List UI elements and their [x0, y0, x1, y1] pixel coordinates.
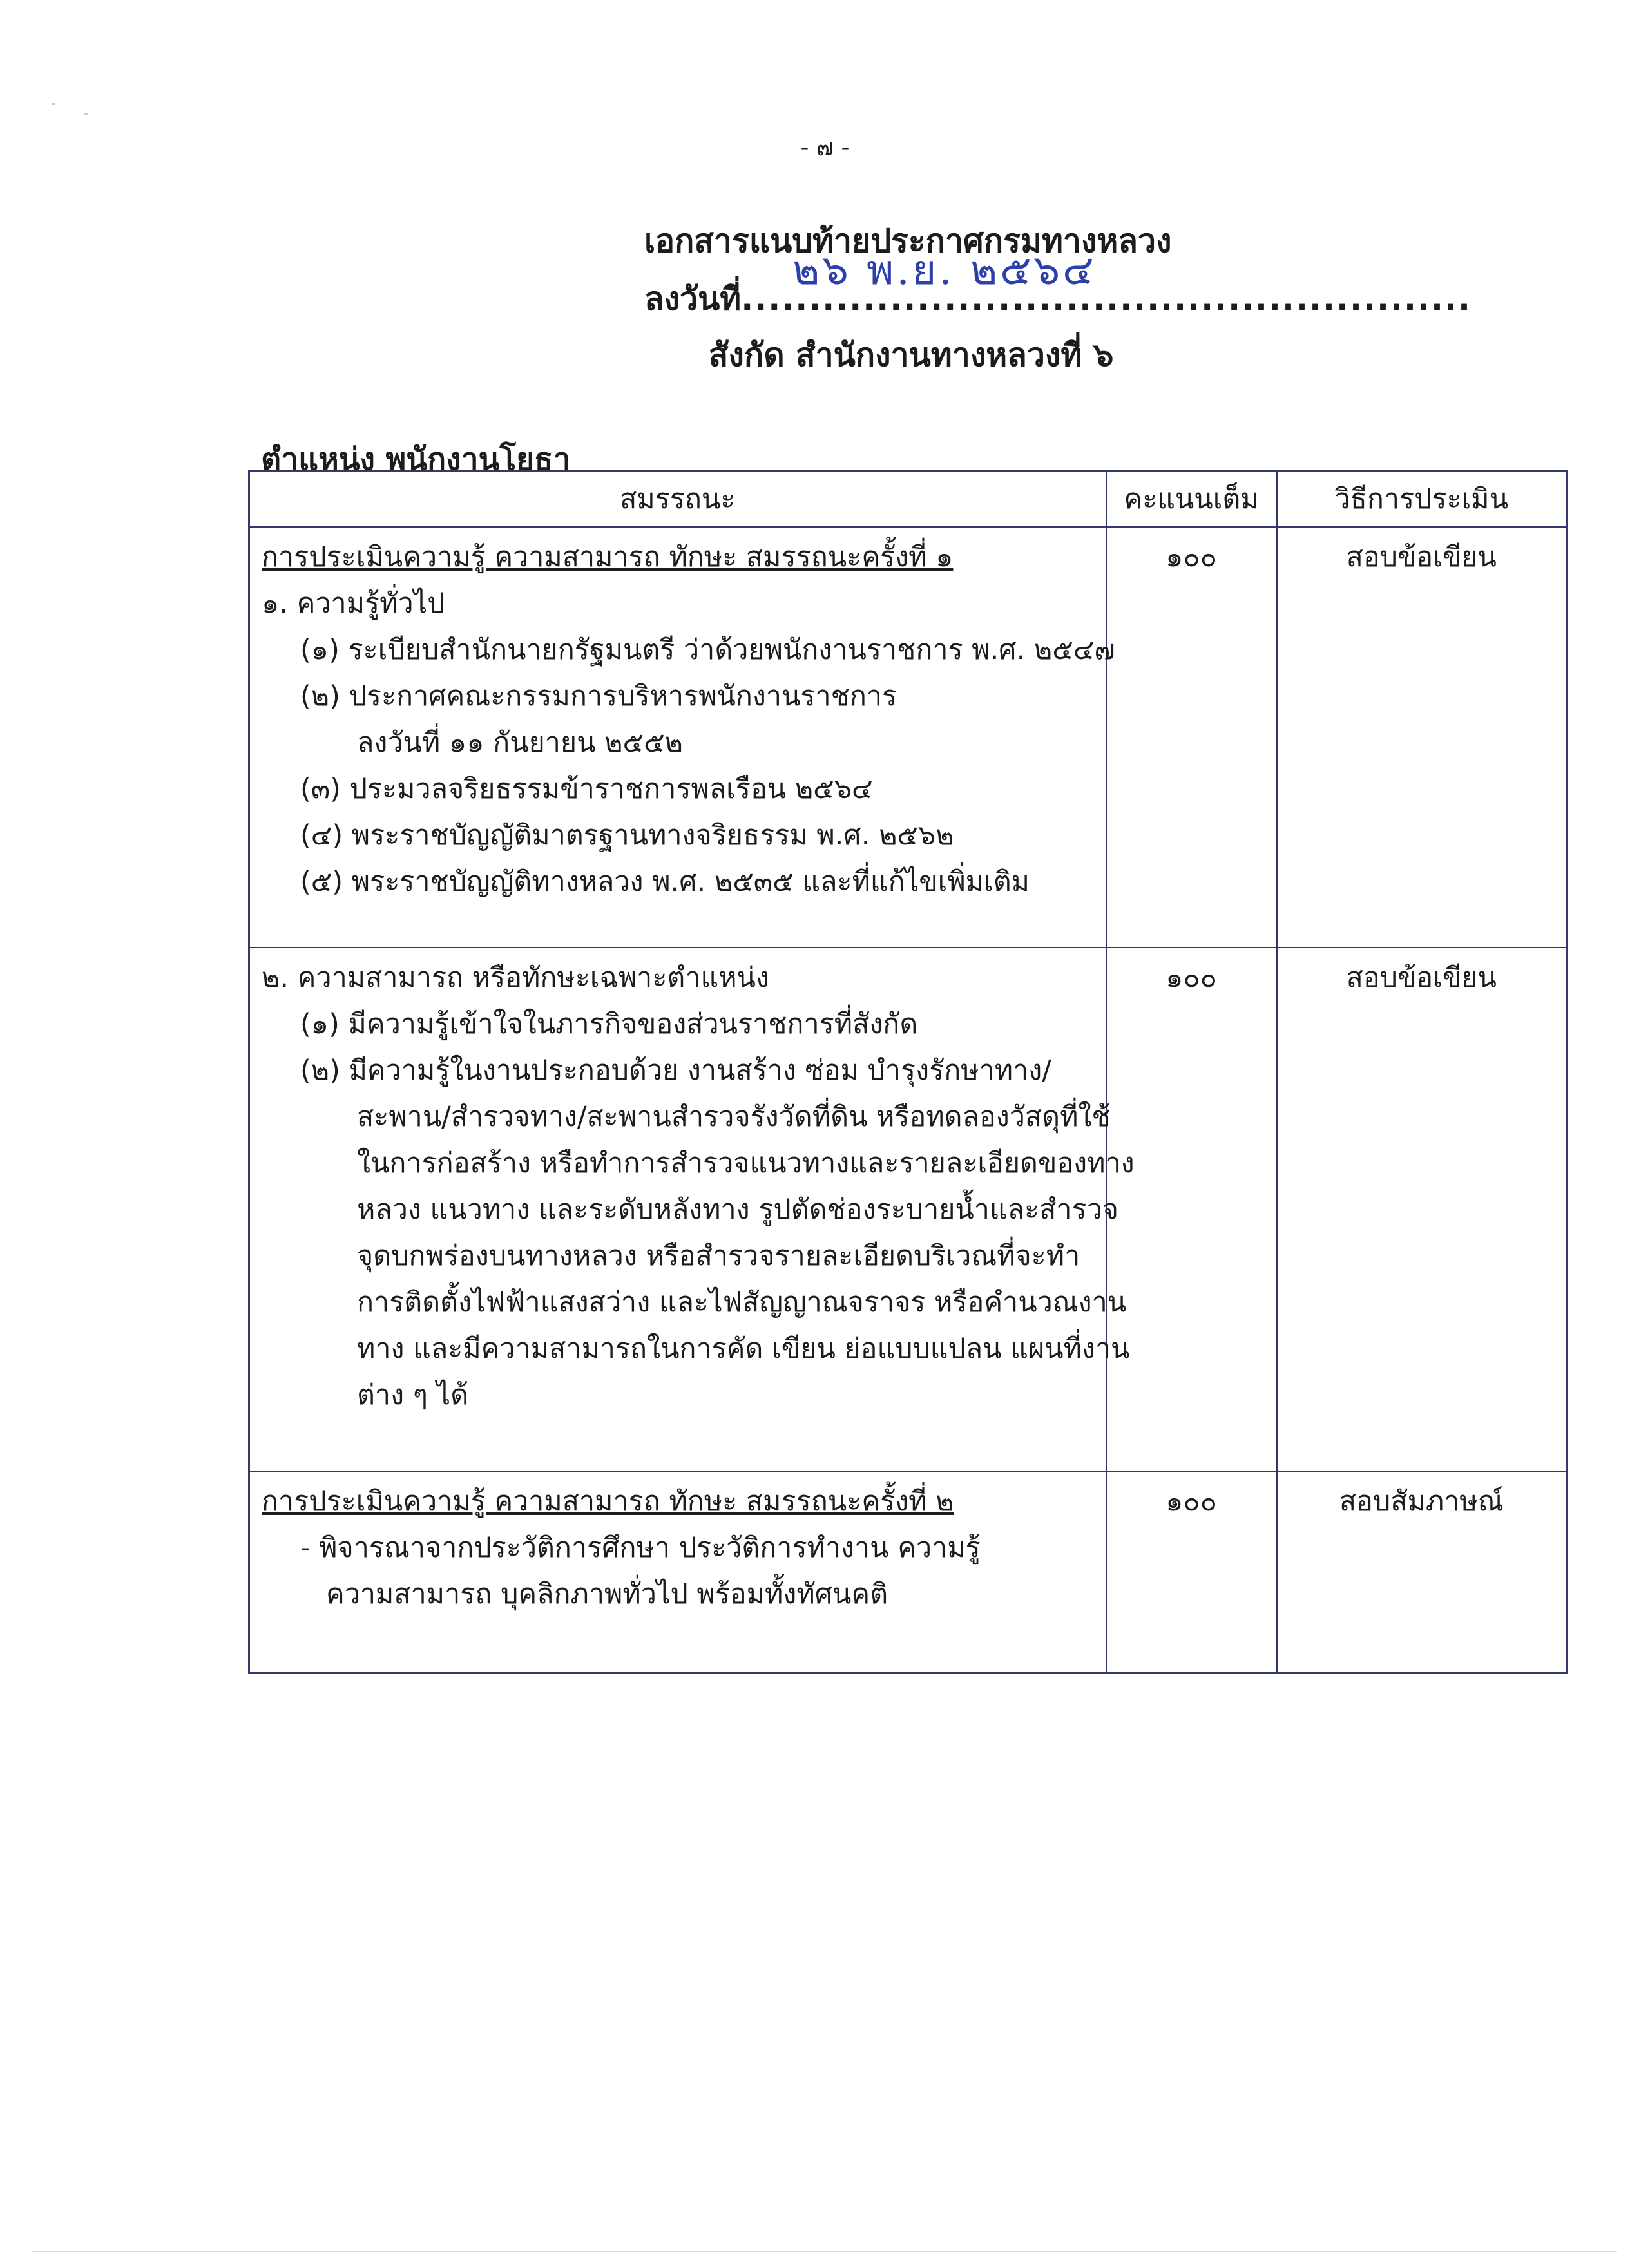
- table-header-row: [249, 472, 1567, 528]
- competency-table: [248, 470, 1568, 1674]
- table-row: [249, 1471, 1567, 1673]
- score-cell: ๑๐๐: [1106, 527, 1277, 948]
- position-title: ตำแหน่ง พนักงานโยธา: [261, 441, 571, 477]
- list-item: หลวง แนวทาง และระดับหลังทาง รูปตัดช่องระบายน้ำและสำรวจ: [357, 1194, 1118, 1226]
- list-item: สะพาน/สำรวจทาง/สะพานสำรวจรังวัดที่ดิน หรือทดลองวัสดุที่ใช้: [357, 1101, 1111, 1133]
- competency-cell: [249, 948, 1135, 1471]
- section-heading: การประเมินความรู้ ความสามารถ ทักษะ สมรรถนะครั้งที่ ๒: [262, 1485, 954, 1518]
- list-item: (๕) พระราชบัญญัติทางหลวง พ.ศ. ๒๕๓๕ และที่แก้ไขเพิ่มเติม: [300, 866, 1030, 898]
- list-item: (๒) มีความรู้ในงานประกอบด้วย งานสร้าง ซ่อม บำรุงรักษาทาง/: [300, 1054, 1051, 1087]
- method-cell: สอบข้อเขียน: [1277, 527, 1567, 948]
- list-item: (๓) ประมวลจริยธรรมข้าราชการพลเรือน ๒๕๖๔: [300, 773, 873, 805]
- method-cell: สอบสัมภาษณ์: [1277, 1471, 1567, 1673]
- scan-speck: [52, 103, 55, 105]
- list-item: จุดบกพร่องบนทางหลวง หรือสำรวจรายละเอียดบริเวณที่จะทำ: [357, 1240, 1080, 1272]
- table-row: [249, 527, 1567, 948]
- list-item: ลงวันที่ ๑๑ กันยายน ๒๕๕๒: [357, 727, 683, 759]
- competency-cell: [249, 1471, 1106, 1673]
- list-item: - พิจารณาจากประวัติการศึกษา ประวัติการทำงาน ความรู้: [300, 1532, 981, 1564]
- table-row: [249, 948, 1567, 1471]
- header-assessment-method: วิธีการประเมิน: [1277, 472, 1567, 528]
- date-dots: ......................................................: [741, 280, 1472, 318]
- date-stamp: ๒๖ พ.ย. ๒๕๖๔: [792, 247, 1097, 294]
- list-item: (๑) มีความรู้เข้าใจในภารกิจของส่วนราชการที่สังกัด: [300, 1008, 918, 1040]
- list-item: (๑) ระเบียบสำนักนายกรัฐมนตรี ว่าด้วยพนักงานราชการ พ.ศ. ๒๕๔๗: [300, 634, 1115, 666]
- date-line: [644, 274, 1472, 325]
- scan-speck: [84, 113, 88, 115]
- scan-edge-line: [32, 2251, 1617, 2252]
- document-title: เอกสารแนบท้ายประกาศกรมทางหลวง: [644, 222, 1172, 260]
- page-number: - ๗ -: [800, 135, 850, 161]
- list-item: (๒) ประกาศคณะกรรมการบริหารพนักงานราชการ: [300, 680, 897, 712]
- list-item: ๒. ความสามารถ หรือทักษะเฉพาะตำแหน่ง: [262, 962, 769, 994]
- date-label: ลงวันที่: [644, 280, 742, 318]
- list-item: ความสามารถ บุคลิกภาพทั่วไป พร้อมทั้งทัศนคติ: [326, 1578, 888, 1610]
- score-cell: ๑๐๐: [1106, 1471, 1277, 1673]
- section-heading: การประเมินความรู้ ความสามารถ ทักษะ สมรรถนะครั้งที่ ๑: [262, 541, 954, 573]
- list-item: การติดตั้งไฟฟ้าแสงสว่าง และไฟสัญญาณจราจร หรือคำนวณงาน: [357, 1286, 1127, 1319]
- method-cell: สอบข้อเขียน: [1277, 948, 1567, 1471]
- affiliation: สังกัด สำนักงานทางหลวงที่ ๖: [709, 336, 1114, 374]
- list-item: (๔) พระราชบัญญัติมาตรฐานทางจริยธรรม พ.ศ. ๒๕๖๒: [300, 819, 954, 852]
- header-full-score: คะแนนเต็ม: [1106, 472, 1277, 528]
- score-cell: ๑๐๐: [1106, 948, 1277, 1471]
- list-item: ในการก่อสร้าง หรือทำการสำรวจแนวทางและรายละเอียดของทาง: [357, 1147, 1135, 1179]
- list-item: ทาง และมีความสามารถในการคัด เขียน ย่อแบบแปลน แผนที่งาน: [357, 1333, 1130, 1365]
- list-item: ต่าง ๆ ได้: [357, 1379, 469, 1411]
- header-competency: สมรรถนะ: [249, 472, 1106, 528]
- list-item: ๑. ความรู้ทั่วไป: [262, 587, 445, 620]
- competency-cell: [249, 527, 1115, 948]
